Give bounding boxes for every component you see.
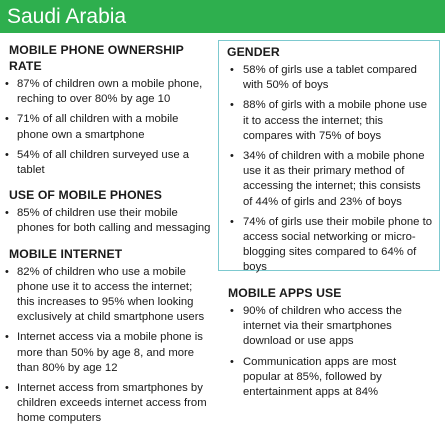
apps-heading: MOBILE APPS USE: [228, 286, 342, 300]
list-item-text: Communication apps are most popular at 85%, followed by entertainment apps at 84%: [243, 355, 397, 399]
apps-section: [218, 285, 442, 405]
internet-section: [0, 246, 214, 427]
list-item: [219, 149, 439, 210]
list-item: [0, 77, 214, 107]
gender-heading: GENDER: [227, 45, 280, 59]
page-title: Saudi Arabia: [0, 0, 445, 33]
list-item-text: Internet access via a mobile phone is more than 50% by age 8, and more than 80% by age 12: [17, 331, 203, 374]
bullet-icon: •: [230, 99, 234, 112]
list-item: [219, 215, 439, 276]
bullet-icon: •: [5, 78, 9, 90]
list-item: [219, 98, 439, 144]
list-item: [0, 265, 214, 326]
list-item-text: 82% of children who use a mobile phone use it to access the internet; this increases to 95% when looking exclusively at child smartphone users: [17, 265, 205, 324]
bullet-icon: •: [230, 215, 234, 228]
list-item-text: 87% of children own a mobile phone, reching to over 80% by age 10: [17, 78, 203, 106]
bullet-icon: •: [5, 331, 9, 344]
gender-section: [218, 40, 440, 274]
use-heading: USE OF MOBILE PHONES: [9, 188, 163, 203]
list-item-text: 71% of all children with a mobile phone own a smartphone: [17, 113, 179, 141]
list-item: [0, 381, 214, 427]
list-item: [218, 304, 442, 350]
list-item-text: 58% of girls use a tablet compared with 50% of boys: [243, 64, 417, 92]
list-item: [218, 355, 442, 401]
use-list: [0, 206, 214, 236]
internet-list: [0, 265, 214, 427]
list-item: [0, 112, 214, 142]
apps-list: [218, 304, 442, 400]
bullet-icon: •: [230, 355, 234, 368]
list-item-text: 34% of children with a mobile phone use it as their primary method of accessing the internet; this consists of 44% of girls and 23% of boys: [243, 150, 425, 208]
use-section: [0, 187, 214, 236]
ownership-section: [0, 42, 214, 178]
list-item-text: 85% of children use their mobile phones for both calling and messaging: [17, 207, 211, 235]
bullet-icon: •: [230, 150, 234, 163]
list-item: [219, 63, 439, 93]
bullet-icon: •: [5, 207, 9, 220]
list-item-text: 54% of all children surveyed use a tablet: [17, 148, 190, 177]
bullet-icon: •: [5, 113, 9, 126]
internet-heading: MOBILE INTERNET: [9, 246, 123, 261]
list-item-text: 74% of girls use their mobile phone to access social networking or micro-blogging sites compared to 64% of boys: [243, 215, 433, 274]
bullet-icon: •: [230, 305, 234, 317]
list-item-text: 88% of girls with a mobile phone use it to access the internet; this compares with 75% of boys: [243, 99, 427, 142]
list-item: [0, 206, 214, 236]
bullet-icon: •: [5, 382, 9, 395]
bullet-icon: •: [5, 265, 9, 278]
list-item-text: 90% of children who access the internet via their smartphones download or use apps: [243, 305, 402, 348]
gender-list: [219, 63, 439, 276]
bullet-icon: •: [230, 64, 234, 76]
list-item: [0, 330, 214, 376]
bullet-icon: •: [5, 148, 9, 161]
list-item: [0, 148, 214, 178]
ownership-list: [0, 77, 214, 178]
list-item-text: Internet access from smartphones by children exceeds internet access from home computers: [17, 382, 207, 425]
ownership-heading: MOBILE PHONE OWNERSHIP RATE: [9, 43, 184, 73]
left-column: [0, 42, 214, 432]
